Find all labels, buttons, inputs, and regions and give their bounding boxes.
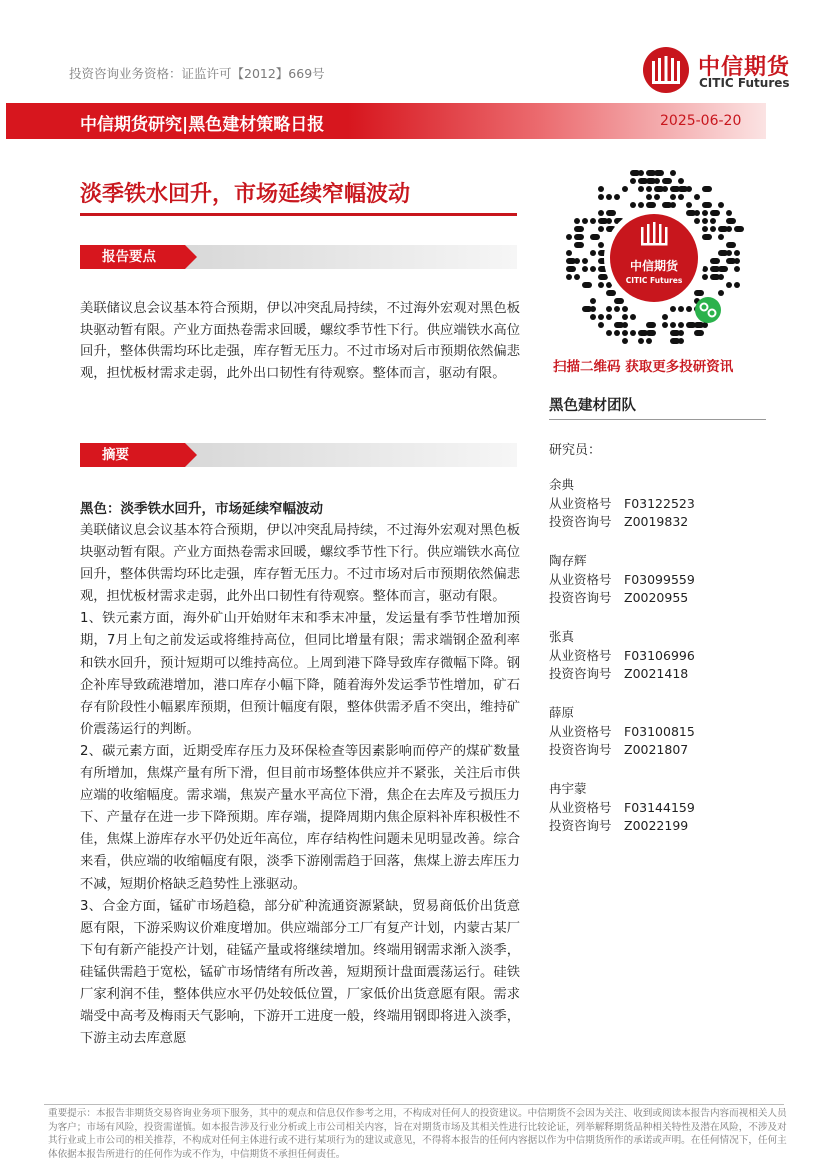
team-divider bbox=[549, 419, 766, 420]
analyst-card bbox=[549, 552, 695, 608]
abstract-paragraph: 1、铁元素方面，海外矿山开始财年末和季末冲量，发运量有季节性增加预期，7月上旬之前发运或将维持高位，但同比增量有限；需求端钢企盈利率和铁水回升，预计短期可以维持高位。上周到港下降导致库存微幅下降。钢企补库导致疏港增加，港口库存小幅下降，随着海外发运季节性增加，矿石存有阶段性小幅累库预期，但预计幅度有限，整体供需矛盾不突出，维持矿价震荡运行的判断。 bbox=[80, 611, 520, 737]
consulting-number: Z0021418 bbox=[624, 666, 689, 681]
qualification-label: 从业资格号 bbox=[549, 571, 612, 587]
qualification-label: 从业资格号 bbox=[549, 495, 612, 511]
analyst-name: 陶存辉 bbox=[549, 553, 587, 568]
abstract-body bbox=[80, 520, 520, 1050]
report-date: 2025-06-20 bbox=[660, 113, 742, 129]
abstract-label: 摘要 bbox=[80, 443, 185, 467]
abstract-title: 黑色：淡季铁水回升，市场延续窄幅波动 bbox=[80, 501, 323, 517]
consulting-label: 投资咨询号 bbox=[549, 666, 612, 681]
consulting-label: 投资咨询号 bbox=[549, 514, 612, 529]
researcher-label: 研究员： bbox=[549, 443, 602, 458]
license-text: 投资咨询业务资格：证监许可【2012】669号 bbox=[69, 66, 325, 81]
analyst-name: 薛原 bbox=[549, 705, 575, 720]
qr-caption: 扫描二维码 获取更多投研资讯 bbox=[553, 359, 734, 375]
citic-logo bbox=[642, 46, 807, 96]
citic-logo-icon bbox=[642, 46, 690, 94]
qualification-number: F03100815 bbox=[624, 723, 695, 739]
consulting-number: Z0021807 bbox=[624, 742, 689, 757]
analyst-card bbox=[549, 476, 695, 532]
analyst-card bbox=[549, 704, 695, 760]
disclaimer-text: 重要提示：本报告非期货交易咨询业务项下服务，其中的观点和信息仅作参考之用，不构成对任何人的投资建议。中信期货不会因为关注、收到或阅读本报告内容而视相关人员为客户；市场有风险，投资需谨慎。如本报告涉及行业分析或上市公司相关内容，旨在对期货市场及其相关性进行比较论证，列举解释期货品种相关特性及潜在风险，不涉及对其行业或上市公司的相关推荐，不构成对任何主体进行或不进行某项行为的建议或意见，不得将本报告的任何内容据以作为中信期货所作的承诺或声明。在任何情况下，任何主体依据本报告所进行的任何作为或不作为，中信期货不承担任何责任。 bbox=[48, 1108, 787, 1160]
qualification-label: 从业资格号 bbox=[549, 647, 612, 663]
key-points-label: 报告要点 bbox=[80, 245, 185, 269]
qualification-number: F03099559 bbox=[624, 571, 695, 587]
footer-divider bbox=[44, 1104, 784, 1105]
consulting-number: Z0022199 bbox=[624, 818, 689, 833]
analyst-card bbox=[549, 628, 695, 684]
consulting-label: 投资咨询号 bbox=[549, 590, 612, 605]
abstract-paragraph: 2、碳元素方面，近期受库存压力及环保检查等因素影响而停产的煤矿数量有所增加，焦煤产量有所下滑，但目前市场整体供应并不紧张，关注后市供应端的收缩幅度。需求端，焦炭产量水平高位下滑，焦企在去库及亏损压力下、产量存在进一步下降预期。库存端，提降周期内焦企原料补库积极性不佳，焦煤上游库存水平仍处近年高位，库存结构性问题未见明显改善。综合来看，供应端的收缩幅度有限，淡季下游刚需趋于回落，焦煤上游去库压力不减，短期价格缺乏趋势性上涨驱动。 bbox=[80, 743, 520, 892]
consulting-label: 投资咨询号 bbox=[549, 818, 612, 833]
logo-cn: 中信期货 bbox=[698, 55, 791, 80]
analyst-card bbox=[549, 780, 695, 836]
abstract-paragraph: 3、合金方面，锰矿市场趋稳，部分矿种流通资源紧缺，贸易商低价出货意愿有限，下游采购议价难度增加。供应端部分工厂有复产计划，内蒙古某厂下旬有新产能投产计划，硅锰产量或将继续增加。终端用钢需求渐入淡季，硅锰供需趋于宽松，锰矿市场情绪有所改善，短期预计盘面震荡运行。硅铁厂家利润不佳，整体供应水平仍处较低位置，厂家低价出货意愿有限。需求端受中高考及梅雨天气影响，下游开工进度一般，终端用钢即将进入淡季，下游主动去库意愿 bbox=[80, 898, 520, 1047]
qr-logo-cn: 中信期货 bbox=[629, 259, 679, 273]
qualification-label: 从业资格号 bbox=[549, 799, 612, 815]
key-points-text bbox=[80, 298, 520, 384]
qualification-label: 从业资格号 bbox=[549, 723, 612, 739]
qualification-number: F03122523 bbox=[624, 495, 695, 511]
consulting-number: Z0020955 bbox=[624, 590, 689, 605]
qualification-number: F03106996 bbox=[624, 647, 695, 663]
report-headline: 淡季铁水回升，市场延续窄幅波动 bbox=[80, 182, 411, 207]
mini-program-icon bbox=[695, 297, 721, 323]
qr-code[interactable] bbox=[563, 167, 746, 350]
analyst-name: 张真 bbox=[549, 629, 575, 644]
analyst-name: 冉宇蒙 bbox=[549, 781, 587, 796]
qualification-number: F03144159 bbox=[624, 799, 695, 815]
banner-title: 中信期货研究|黑色建材策略日报 bbox=[80, 115, 325, 135]
headline-divider bbox=[80, 213, 517, 216]
abstract-paragraph: 美联储议息会议基本符合预期，伊以冲突乱局持续，不过海外宏观对黑色板块驱动暂有限。产业方面热卷需求回暖，螺纹季节性下行。供应端铁水高位回升，整体供需均环比走强，库存暂无压力。不过市场对后市预期依然偏悲观，担忧板材需求走弱，此外出口韧性有待观察。整体而言，驱动有限。 bbox=[80, 523, 520, 605]
logo-en: CITIC Futures bbox=[699, 76, 790, 90]
key-points-paragraph: 美联储议息会议基本符合预期，伊以冲突乱局持续，不过海外宏观对黑色板块驱动暂有限。产业方面热卷需求回暖，螺纹季节性下行。供应端铁水高位回升，整体供需均环比走强，库存暂无压力。不过市场对后市预期依然偏悲观，担忧板材需求走弱，此外出口韧性有待观察。整体而言，驱动有限。 bbox=[80, 301, 520, 381]
consulting-label: 投资咨询号 bbox=[549, 742, 612, 757]
qr-logo-en: CITIC Futures bbox=[625, 276, 683, 285]
consulting-number: Z0019832 bbox=[624, 514, 689, 529]
team-title: 黑色建材团队 bbox=[549, 398, 636, 414]
analyst-name: 余典 bbox=[549, 477, 575, 492]
